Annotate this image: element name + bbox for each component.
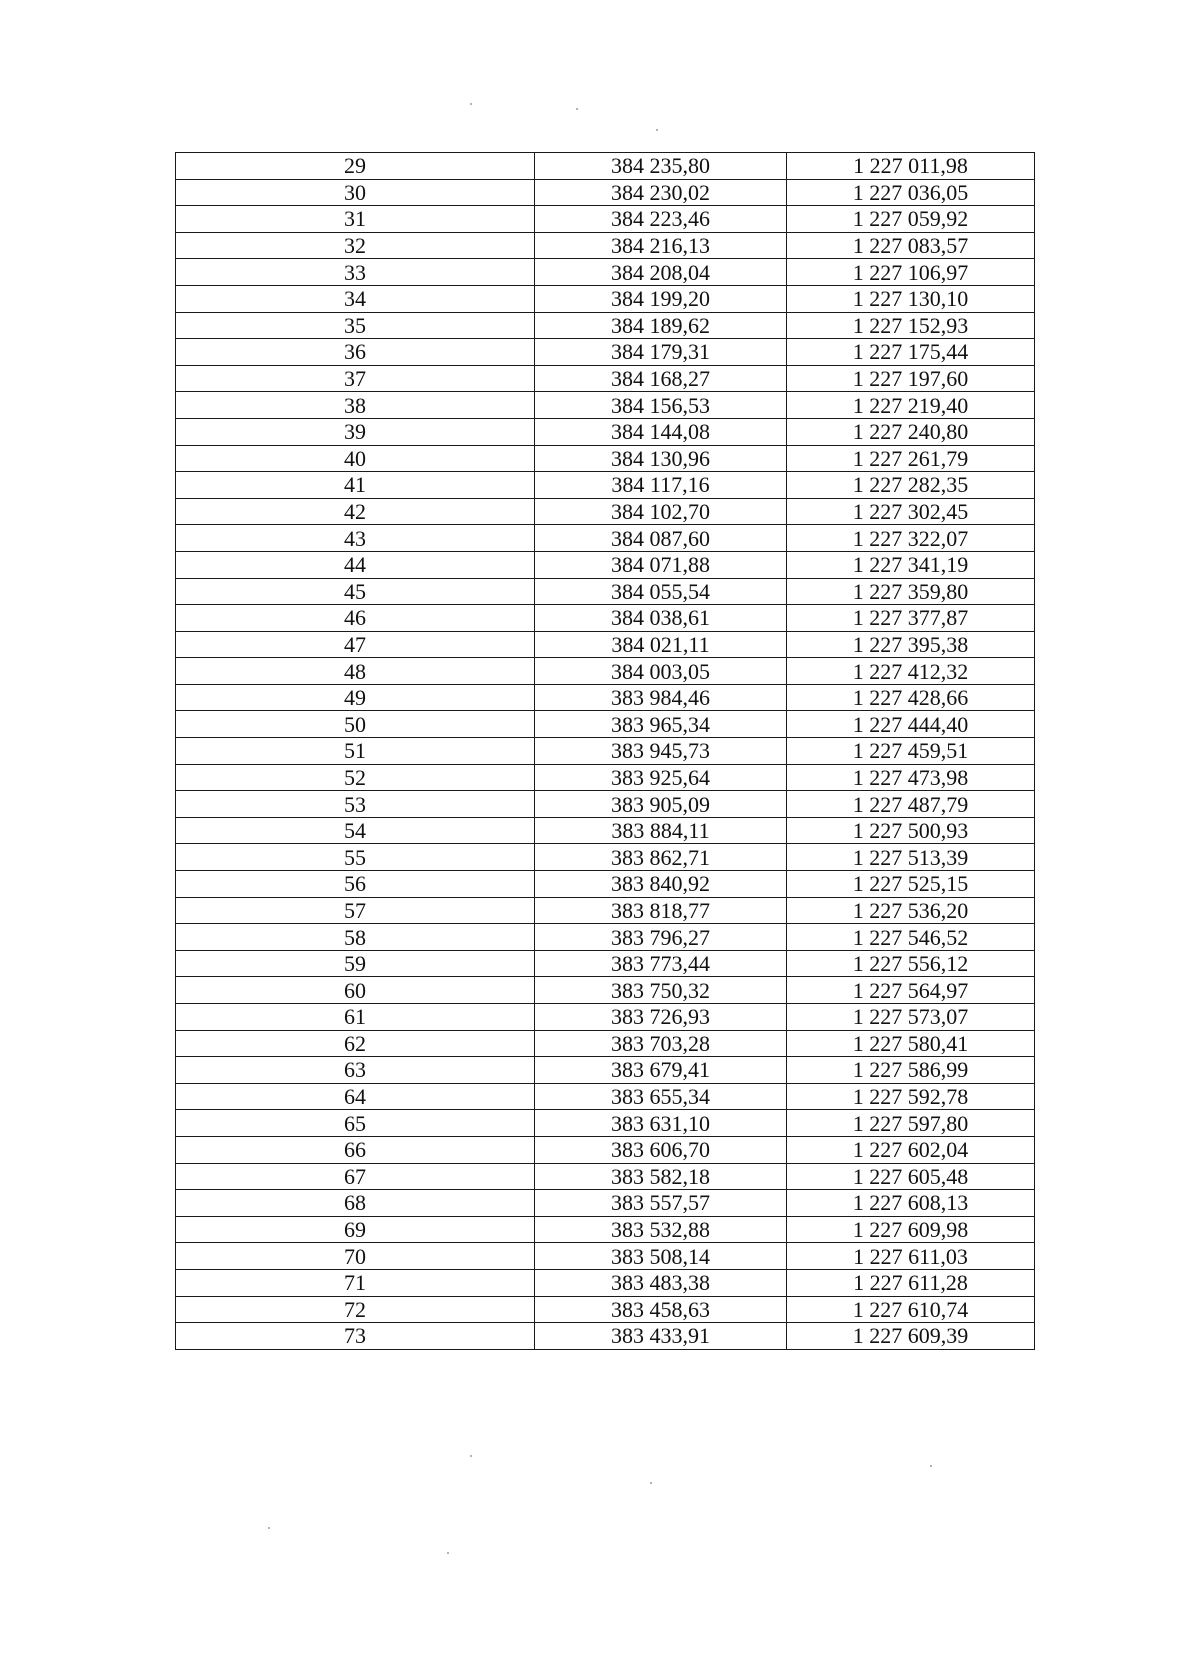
point-number-cell: 60: [176, 977, 535, 1004]
table-row: [176, 206, 1035, 233]
table-row: [176, 392, 1035, 419]
point-number-cell: 31: [176, 206, 535, 233]
y-coordinate-cell: 1 227 106,97: [787, 259, 1035, 286]
point-number-cell: 56: [176, 871, 535, 898]
x-coordinate-cell: 384 199,20: [535, 285, 787, 312]
x-coordinate-cell: 383 679,41: [535, 1057, 787, 1084]
point-number-cell: 59: [176, 950, 535, 977]
y-coordinate-cell: 1 227 487,79: [787, 791, 1035, 818]
table-row: [176, 285, 1035, 312]
table-row: [176, 711, 1035, 738]
table-row: [176, 1057, 1035, 1084]
x-coordinate-cell: 384 208,04: [535, 259, 787, 286]
table-row: [176, 897, 1035, 924]
point-number-cell: 57: [176, 897, 535, 924]
y-coordinate-cell: 1 227 175,44: [787, 339, 1035, 366]
y-coordinate-cell: 1 227 083,57: [787, 232, 1035, 259]
point-number-cell: 53: [176, 791, 535, 818]
table-row: [176, 764, 1035, 791]
y-coordinate-cell: 1 227 513,39: [787, 844, 1035, 871]
table-row: [176, 418, 1035, 445]
y-coordinate-cell: 1 227 610,74: [787, 1296, 1035, 1323]
point-number-cell: 54: [176, 817, 535, 844]
x-coordinate-cell: 383 818,77: [535, 897, 787, 924]
point-number-cell: 70: [176, 1243, 535, 1270]
x-coordinate-cell: 383 606,70: [535, 1136, 787, 1163]
table-row: [176, 232, 1035, 259]
x-coordinate-cell: 383 965,34: [535, 711, 787, 738]
y-coordinate-cell: 1 227 152,93: [787, 312, 1035, 339]
table-row: [176, 312, 1035, 339]
table-row: [176, 1190, 1035, 1217]
table-row: [176, 684, 1035, 711]
table-row: [176, 950, 1035, 977]
y-coordinate-cell: 1 227 592,78: [787, 1083, 1035, 1110]
x-coordinate-cell: 383 582,18: [535, 1163, 787, 1190]
y-coordinate-cell: 1 227 412,32: [787, 658, 1035, 685]
x-coordinate-cell: 384 003,05: [535, 658, 787, 685]
y-coordinate-cell: 1 227 586,99: [787, 1057, 1035, 1084]
x-coordinate-cell: 383 458,63: [535, 1296, 787, 1323]
point-number-cell: 73: [176, 1323, 535, 1350]
y-coordinate-cell: 1 227 240,80: [787, 418, 1035, 445]
y-coordinate-cell: 1 227 322,07: [787, 525, 1035, 552]
table-row: [176, 551, 1035, 578]
y-coordinate-cell: 1 227 302,45: [787, 498, 1035, 525]
point-number-cell: 30: [176, 179, 535, 206]
point-number-cell: 67: [176, 1163, 535, 1190]
coordinates-table-body: [176, 153, 1035, 1350]
x-coordinate-cell: 383 796,27: [535, 924, 787, 951]
x-coordinate-cell: 383 508,14: [535, 1243, 787, 1270]
coordinates-table: [175, 152, 1035, 1350]
point-number-cell: 32: [176, 232, 535, 259]
point-number-cell: 34: [176, 285, 535, 312]
table-row: [176, 844, 1035, 871]
y-coordinate-cell: 1 227 036,05: [787, 179, 1035, 206]
x-coordinate-cell: 384 189,62: [535, 312, 787, 339]
scan-speck: [576, 108, 578, 110]
table-row: [176, 1030, 1035, 1057]
point-number-cell: 42: [176, 498, 535, 525]
table-row: [176, 472, 1035, 499]
x-coordinate-cell: 384 055,54: [535, 578, 787, 605]
y-coordinate-cell: 1 227 611,28: [787, 1269, 1035, 1296]
y-coordinate-cell: 1 227 609,98: [787, 1216, 1035, 1243]
y-coordinate-cell: 1 227 219,40: [787, 392, 1035, 419]
table-row: [176, 1083, 1035, 1110]
x-coordinate-cell: 383 945,73: [535, 738, 787, 765]
x-coordinate-cell: 383 726,93: [535, 1004, 787, 1031]
point-number-cell: 29: [176, 153, 535, 180]
x-coordinate-cell: 384 168,27: [535, 365, 787, 392]
x-coordinate-cell: 383 884,11: [535, 817, 787, 844]
table-row: [176, 179, 1035, 206]
y-coordinate-cell: 1 227 341,19: [787, 551, 1035, 578]
x-coordinate-cell: 384 230,02: [535, 179, 787, 206]
point-number-cell: 37: [176, 365, 535, 392]
y-coordinate-cell: 1 227 564,97: [787, 977, 1035, 1004]
table-row: [176, 631, 1035, 658]
point-number-cell: 50: [176, 711, 535, 738]
table-row: [176, 1296, 1035, 1323]
point-number-cell: 64: [176, 1083, 535, 1110]
table-row: [176, 871, 1035, 898]
x-coordinate-cell: 384 223,46: [535, 206, 787, 233]
x-coordinate-cell: 383 655,34: [535, 1083, 787, 1110]
x-coordinate-cell: 384 117,16: [535, 472, 787, 499]
x-coordinate-cell: 384 144,08: [535, 418, 787, 445]
table-row: [176, 578, 1035, 605]
table-row: [176, 365, 1035, 392]
table-row: [176, 605, 1035, 632]
x-coordinate-cell: 383 703,28: [535, 1030, 787, 1057]
x-coordinate-cell: 383 433,91: [535, 1323, 787, 1350]
table-row: [176, 658, 1035, 685]
scan-speck: [930, 1465, 932, 1467]
x-coordinate-cell: 383 557,57: [535, 1190, 787, 1217]
y-coordinate-cell: 1 227 525,15: [787, 871, 1035, 898]
point-number-cell: 43: [176, 525, 535, 552]
point-number-cell: 47: [176, 631, 535, 658]
scan-speck: [470, 103, 472, 105]
y-coordinate-cell: 1 227 597,80: [787, 1110, 1035, 1137]
point-number-cell: 63: [176, 1057, 535, 1084]
y-coordinate-cell: 1 227 359,80: [787, 578, 1035, 605]
x-coordinate-cell: 383 532,88: [535, 1216, 787, 1243]
x-coordinate-cell: 384 179,31: [535, 339, 787, 366]
point-number-cell: 49: [176, 684, 535, 711]
table-row: [176, 339, 1035, 366]
table-row: [176, 1243, 1035, 1270]
y-coordinate-cell: 1 227 059,92: [787, 206, 1035, 233]
point-number-cell: 55: [176, 844, 535, 871]
x-coordinate-cell: 383 750,32: [535, 977, 787, 1004]
x-coordinate-cell: 383 631,10: [535, 1110, 787, 1137]
y-coordinate-cell: 1 227 011,98: [787, 153, 1035, 180]
table-row: [176, 525, 1035, 552]
table-row: [176, 445, 1035, 472]
point-number-cell: 46: [176, 605, 535, 632]
point-number-cell: 61: [176, 1004, 535, 1031]
scan-speck: [268, 1527, 270, 1529]
x-coordinate-cell: 383 984,46: [535, 684, 787, 711]
scan-speck: [656, 129, 658, 131]
point-number-cell: 58: [176, 924, 535, 951]
x-coordinate-cell: 383 905,09: [535, 791, 787, 818]
point-number-cell: 62: [176, 1030, 535, 1057]
y-coordinate-cell: 1 227 580,41: [787, 1030, 1035, 1057]
table-row: [176, 1110, 1035, 1137]
scan-speck: [470, 1455, 472, 1457]
table-row: [176, 498, 1035, 525]
table-row: [176, 924, 1035, 951]
x-coordinate-cell: 383 773,44: [535, 950, 787, 977]
point-number-cell: 52: [176, 764, 535, 791]
y-coordinate-cell: 1 227 459,51: [787, 738, 1035, 765]
table-row: [176, 977, 1035, 1004]
x-coordinate-cell: 384 235,80: [535, 153, 787, 180]
point-number-cell: 38: [176, 392, 535, 419]
x-coordinate-cell: 383 483,38: [535, 1269, 787, 1296]
y-coordinate-cell: 1 227 536,20: [787, 897, 1035, 924]
y-coordinate-cell: 1 227 197,60: [787, 365, 1035, 392]
table-row: [176, 791, 1035, 818]
x-coordinate-cell: 384 102,70: [535, 498, 787, 525]
y-coordinate-cell: 1 227 605,48: [787, 1163, 1035, 1190]
y-coordinate-cell: 1 227 608,13: [787, 1190, 1035, 1217]
y-coordinate-cell: 1 227 546,52: [787, 924, 1035, 951]
point-number-cell: 68: [176, 1190, 535, 1217]
y-coordinate-cell: 1 227 428,66: [787, 684, 1035, 711]
table-row: [176, 817, 1035, 844]
y-coordinate-cell: 1 227 395,38: [787, 631, 1035, 658]
y-coordinate-cell: 1 227 377,87: [787, 605, 1035, 632]
y-coordinate-cell: 1 227 282,35: [787, 472, 1035, 499]
table-row: [176, 153, 1035, 180]
point-number-cell: 45: [176, 578, 535, 605]
x-coordinate-cell: 383 925,64: [535, 764, 787, 791]
point-number-cell: 40: [176, 445, 535, 472]
point-number-cell: 71: [176, 1269, 535, 1296]
point-number-cell: 33: [176, 259, 535, 286]
y-coordinate-cell: 1 227 611,03: [787, 1243, 1035, 1270]
y-coordinate-cell: 1 227 573,07: [787, 1004, 1035, 1031]
scan-speck: [650, 1482, 652, 1484]
y-coordinate-cell: 1 227 556,12: [787, 950, 1035, 977]
y-coordinate-cell: 1 227 602,04: [787, 1136, 1035, 1163]
point-number-cell: 72: [176, 1296, 535, 1323]
table-row: [176, 1323, 1035, 1350]
point-number-cell: 65: [176, 1110, 535, 1137]
table-row: [176, 1269, 1035, 1296]
y-coordinate-cell: 1 227 130,10: [787, 285, 1035, 312]
y-coordinate-cell: 1 227 609,39: [787, 1323, 1035, 1350]
point-number-cell: 36: [176, 339, 535, 366]
table-row: [176, 1216, 1035, 1243]
x-coordinate-cell: 383 862,71: [535, 844, 787, 871]
x-coordinate-cell: 384 216,13: [535, 232, 787, 259]
point-number-cell: 41: [176, 472, 535, 499]
table-row: [176, 1163, 1035, 1190]
x-coordinate-cell: 384 071,88: [535, 551, 787, 578]
x-coordinate-cell: 383 840,92: [535, 871, 787, 898]
x-coordinate-cell: 384 038,61: [535, 605, 787, 632]
point-number-cell: 35: [176, 312, 535, 339]
table-row: [176, 738, 1035, 765]
x-coordinate-cell: 384 156,53: [535, 392, 787, 419]
y-coordinate-cell: 1 227 261,79: [787, 445, 1035, 472]
x-coordinate-cell: 384 130,96: [535, 445, 787, 472]
x-coordinate-cell: 384 021,11: [535, 631, 787, 658]
point-number-cell: 39: [176, 418, 535, 445]
y-coordinate-cell: 1 227 500,93: [787, 817, 1035, 844]
point-number-cell: 51: [176, 738, 535, 765]
scan-speck: [447, 1552, 449, 1554]
table-row: [176, 259, 1035, 286]
point-number-cell: 48: [176, 658, 535, 685]
x-coordinate-cell: 384 087,60: [535, 525, 787, 552]
y-coordinate-cell: 1 227 444,40: [787, 711, 1035, 738]
y-coordinate-cell: 1 227 473,98: [787, 764, 1035, 791]
point-number-cell: 44: [176, 551, 535, 578]
point-number-cell: 69: [176, 1216, 535, 1243]
point-number-cell: 66: [176, 1136, 535, 1163]
table-row: [176, 1004, 1035, 1031]
table-row: [176, 1136, 1035, 1163]
